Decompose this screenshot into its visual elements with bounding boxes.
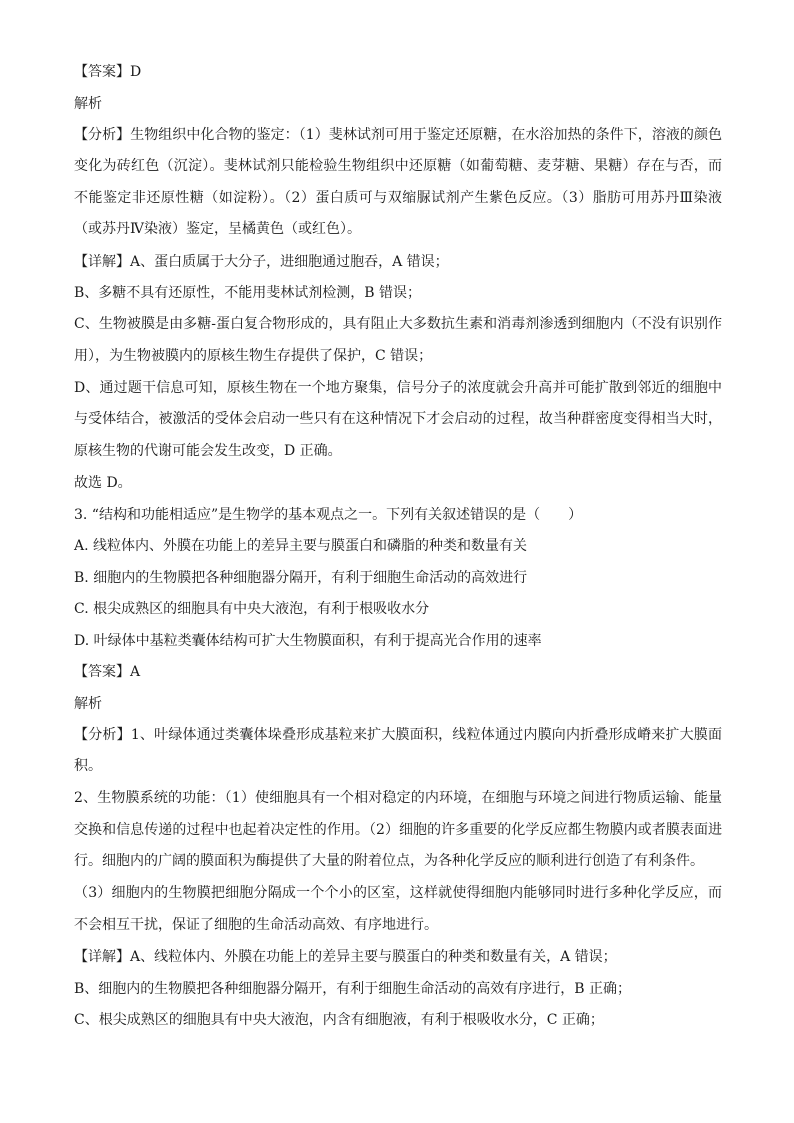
xiangjie-c: C、生物被膜是由多糖-蛋白复合物形成的，具有阻止大多数抗生素和消毒剂渗透到细胞内（不没有识别作用），为生物被膜内的原核生物生存提供了保护，C 错误； [74, 316, 722, 364]
fenxi-1-text: 1、叶绿体通过类囊体垛叠形成基粒来扩大膜面积，线粒体通过内膜向内折叠形成嵴来扩大膜面积。 [74, 726, 723, 774]
answer-tag-2: 【答案】 [74, 664, 130, 680]
xiangjie-tag-2: 【详解】 [74, 949, 130, 965]
analysis-heading [74, 94, 722, 114]
answer-value: D [130, 64, 142, 80]
fenxi-1 [74, 720, 722, 783]
xiangjie-d: D、通过题干信息可知，原核生物在一个地方聚集，信号分子的浓度就会升高并可能扩散到邻近的细胞中与受体结合，被激活的受体会启动一些只有在这种情况下才会启动的过程，故当种群密度变得相当大时，原核生物的代谢可能会发生改变，D 正确。 [74, 379, 722, 459]
xiangjie-a-text: A、蛋白质属于大分子，进细胞通过胞吞，A 错误； [130, 253, 449, 270]
choose-line: 故选 D。 [74, 475, 132, 491]
fenxi-2: 2、生物膜系统的功能：（1）使细胞具有一个相对稳定的内环境，在细胞与环境之间进行物质运输、能量交换和信息传递的过程中也起着决定性的作用。（2）细胞的许多重要的化学反应都生物膜内或者膜表面进行。细胞内的广阔的膜面积为酶提供了大量的附着位点，为各种化学反应的顺利进行创造了有利条件。 [74, 790, 722, 869]
answer-tag: 【答案】 [74, 64, 130, 80]
answer-line-2 [74, 662, 722, 682]
fenxi-tag-2: 【分析】 [74, 726, 131, 743]
xiangjie-c-2: C、根尖成熟区的细胞具有中央大液泡，内含有细胞液，有利于根吸收水分，C 正确； [74, 1012, 604, 1028]
analysis-tag: 解析 [74, 95, 102, 112]
fenxi-paragraph [74, 120, 722, 246]
option-a: A. 线粒体内、外膜在功能上的差异主要与膜蛋白和磷脂的种类和数量有关 [74, 538, 528, 554]
fenxi-tag: 【分析】 [74, 126, 131, 143]
xiangjie-b: B、多糖不具有还原性，不能用斐林试剂检测，B 错误； [74, 285, 422, 301]
analysis-tag-2: 解析 [74, 695, 102, 712]
xiangjie-tag: 【详解】 [74, 253, 130, 270]
answer-line [74, 62, 722, 82]
analysis-heading-2 [74, 694, 722, 714]
option-c: C. 根尖成熟区的细胞具有中央大液泡，有利于根吸收水分 [74, 601, 430, 617]
option-b: B. 细胞内的生物膜把各种细胞器分隔开，有利于细胞生命活动的高效进行 [74, 569, 528, 586]
xiangjie-a-2 [74, 947, 722, 967]
fenxi-text: 生物组织中化合物的鉴定：（1）斐林试剂可用于鉴定还原糖，在水浴加热的条件下，溶液的颜色变化为砖红色（沉淀）。斐林试剂只能检验生物组织中还原糖（如葡萄糖、麦芽糖、果糖）存在与否，而不能鉴定非还原性糖（如淀粉）。（2）蛋白质可与双缩脲试剂产生紫色反应。（3）脂肪可用苏丹Ⅲ染液（或苏丹Ⅳ染液）鉴定，呈橘黄色（或红色）。 [74, 126, 723, 237]
option-d: D. 叶绿体中基粒类囊体结构可扩大生物膜面积，有利于提高光合作用的速率 [74, 632, 542, 649]
xiangjie-a [74, 252, 722, 272]
fenxi-3: （3）细胞内的生物膜把细胞分隔成一个个小的区室，这样就使得细胞内能够同时进行多种化学反应，而不会相互干扰，保证了细胞的生命活动高效、有序地进行。 [74, 885, 722, 933]
xiangjie-b-2: B、细胞内的生物膜把各种细胞器分隔开，有利于细胞生命活动的高效有序进行，B 正确； [74, 980, 632, 997]
document-page [74, 62, 722, 1042]
xiangjie-a-2-text: A、线粒体内、外膜在功能上的差异主要与膜蛋白的种类和数量有关，A 错误； [130, 949, 617, 965]
answer-value-2: A [130, 664, 141, 680]
question-stem: 3. “结构和功能相适应”是生物学的基本观点之一。下列有关叙述错误的是（ ） [74, 506, 583, 523]
